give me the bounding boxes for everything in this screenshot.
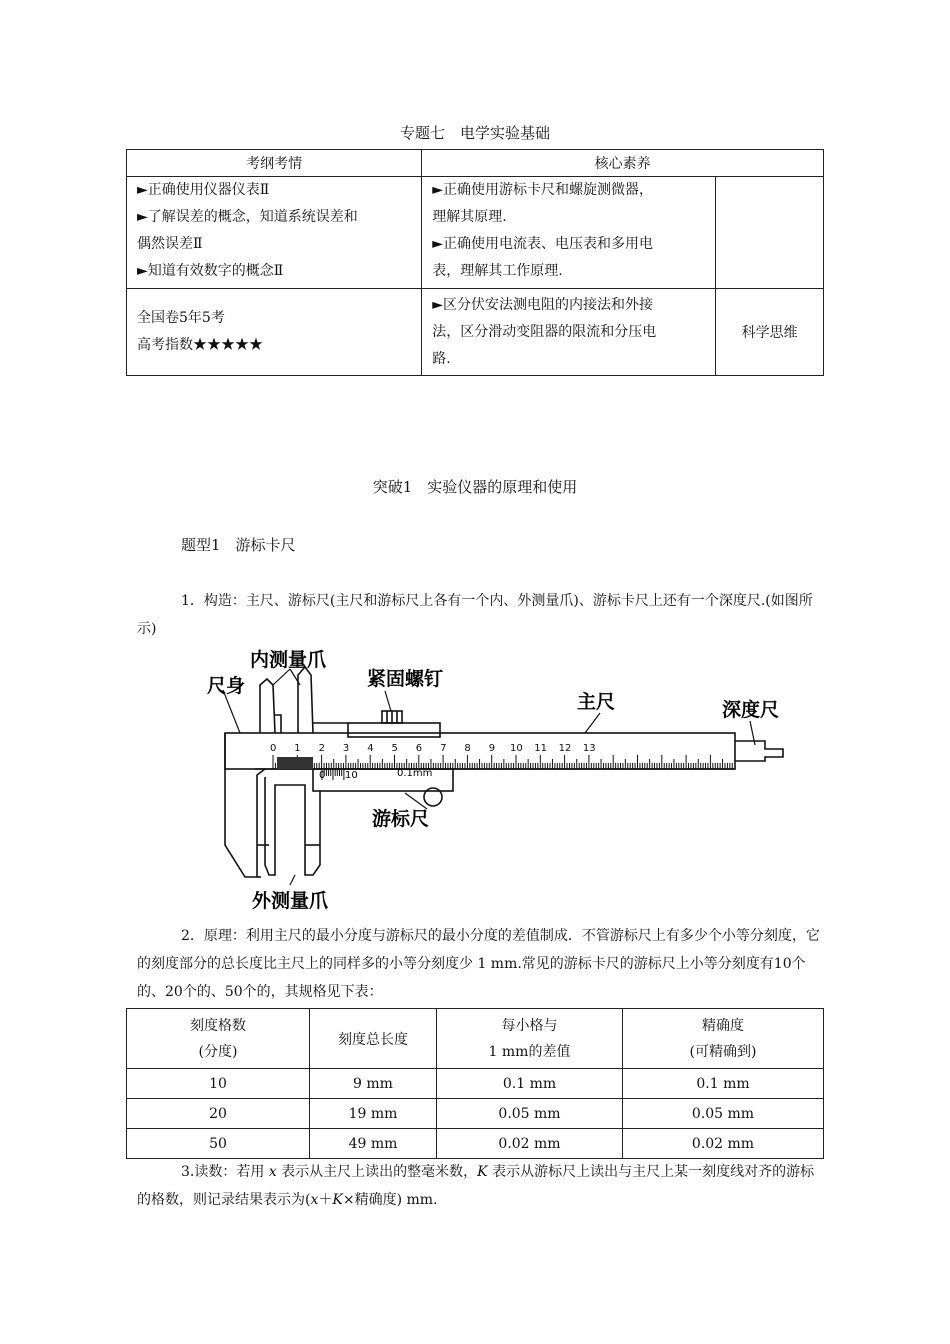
main-scale-number: 6: [415, 743, 423, 754]
table-cell: 0.02 mm: [623, 1129, 824, 1159]
header-line: 刻度格数: [190, 1017, 246, 1034]
page-title: 专题七 电学实验基础: [399, 124, 550, 142]
header-precision: [623, 1009, 824, 1069]
text-line: 全国卷5年5考: [137, 310, 225, 326]
main-scale-number: 1: [294, 743, 301, 754]
label-body: 尺身: [207, 675, 246, 697]
text-line: 路.: [432, 350, 451, 367]
paragraph-reading: [137, 1158, 827, 1214]
text-line: ►知道有效数字的概念Ⅱ: [137, 263, 284, 279]
vernier-caliper-figure: [195, 645, 795, 915]
text-line: 理解其原理.: [432, 209, 507, 225]
main-scale-number: 3: [342, 743, 350, 754]
row2-left: [127, 289, 422, 376]
vernier-precision: 0.1mm: [397, 768, 433, 779]
text-span: ×精确度) mm.: [342, 1192, 438, 1208]
main-scale-number: 4: [367, 743, 374, 754]
main-scale-number: 9: [488, 743, 496, 754]
row1-left: [127, 177, 422, 289]
row1-right: [716, 177, 824, 289]
main-scale-number: 11: [534, 743, 548, 754]
main-scale-number: 10: [510, 743, 523, 754]
header-difference: [437, 1009, 623, 1069]
var-x: x: [310, 1192, 319, 1208]
header-line: 精确度: [702, 1017, 744, 1034]
text-span: 表示从主尺上读出的整毫米数，: [276, 1164, 478, 1180]
row1-middle: [422, 177, 716, 289]
vernier-number-10: 10: [345, 770, 358, 781]
var-k: K: [477, 1164, 488, 1180]
table-row: [127, 1129, 824, 1159]
text-span: 表示从游标尺上读出与主尺上某一刻度线对齐的游标的格数，则记录结果表示为(: [137, 1164, 815, 1208]
text-line: ►正确使用电流表、电压表和多用电: [432, 236, 654, 252]
main-scale-number: 5: [391, 743, 398, 754]
jaw-shading: [277, 757, 313, 769]
label-vernier: 游标尺: [372, 808, 430, 830]
header-line: (分度): [198, 1043, 238, 1060]
var-x: x: [268, 1164, 277, 1180]
table-cell: 0.1 mm: [623, 1069, 824, 1099]
row2-right: 科学思维: [716, 289, 824, 376]
paragraph-structure: 1．构造：主尺、游标尺(主尺和游标尺上各有一个内、外测量爪)、游标卡尺上还有一个深度尺.(如图所示): [137, 593, 813, 637]
text-line: ►区分伏安法测电阻的内接法和外接: [432, 296, 654, 313]
table-row: [127, 1099, 824, 1129]
table-cell: 50: [127, 1129, 310, 1159]
main-scale-number: 8: [464, 743, 471, 754]
text-line: 高考指数★★★★★: [137, 337, 263, 353]
spec-table: [126, 1008, 824, 1159]
label-screw: 紧固螺钉: [367, 668, 444, 690]
text-line: ►正确使用游标卡尺和螺旋测微器，: [432, 182, 654, 198]
table-cell: 20: [127, 1099, 310, 1129]
table-cell: 9 mm: [310, 1069, 437, 1099]
table-cell: 49 mm: [310, 1129, 437, 1159]
header-line: 1 mm的差值: [488, 1043, 571, 1060]
depth-rod: [735, 741, 783, 761]
text-line: ►正确使用仪器仪表Ⅱ: [137, 182, 270, 198]
main-scale-number: 0: [270, 743, 277, 754]
text-span: ＋: [318, 1192, 333, 1208]
var-k: K: [332, 1192, 343, 1208]
row2-middle: [422, 289, 716, 376]
text-span: 3.读数：若用: [181, 1164, 269, 1180]
header-total-length: 刻度总长度: [310, 1009, 437, 1069]
table-cell: 19 mm: [310, 1099, 437, 1129]
table-cell: 0.05 mm: [623, 1099, 824, 1129]
main-scale-number: 12: [558, 743, 572, 754]
slider-top: [348, 723, 440, 737]
table-cell: 10: [127, 1069, 310, 1099]
label-inner-jaw: 内测量爪: [250, 649, 327, 671]
table-cell: 0.02 mm: [437, 1129, 623, 1159]
section-subtitle: 题型1 游标卡尺: [181, 536, 296, 554]
table-cell: 0.1 mm: [437, 1069, 623, 1099]
section-title: 突破1 实验仪器的原理和使用: [372, 478, 578, 496]
main-scale-number: 2: [318, 743, 325, 754]
table-row: [127, 1069, 824, 1099]
overview-table: [126, 149, 824, 376]
header-line: 每小格与: [501, 1017, 558, 1034]
text-line: 法，区分滑动变阻器的限流和分压电: [432, 323, 657, 340]
label-main-scale: 主尺: [577, 691, 616, 713]
label-outer-jaw: 外测量爪: [252, 890, 329, 912]
main-scale-number: 13: [582, 743, 596, 754]
text-line: ►了解误差的概念，知道系统误差和: [137, 209, 358, 225]
outer-jaws: [265, 777, 320, 875]
col-header-exam: 考纲考情: [127, 150, 422, 177]
main-scale-number: 7: [440, 743, 447, 754]
label-depth: 深度尺: [722, 699, 780, 721]
header-line: (可精确到): [689, 1043, 757, 1060]
vernier-number-0: 0: [319, 770, 326, 781]
header-divisions: [127, 1009, 310, 1069]
table-cell: 0.05 mm: [437, 1099, 623, 1129]
text-line: 偶然误差Ⅱ: [137, 236, 203, 252]
paragraph-principle: 2．原理：利用主尺的最小分度与游标尺的最小分度的差值制成．不管游标尺上有多少个小等分刻度，它的刻度部分的总长度比主尺上的同样多的小等分刻度少 1 mm.常见的游标卡尺的游标尺上小等分刻度有10个的、20个的、50个的，其规格见下表：: [137, 928, 820, 1000]
col-header-literacy: 核心素养: [422, 150, 824, 177]
text-line: 表，理解其工作原理.: [432, 263, 563, 279]
main-scale-ticks: [273, 755, 732, 769]
fixed-jaw-body: [225, 733, 265, 877]
